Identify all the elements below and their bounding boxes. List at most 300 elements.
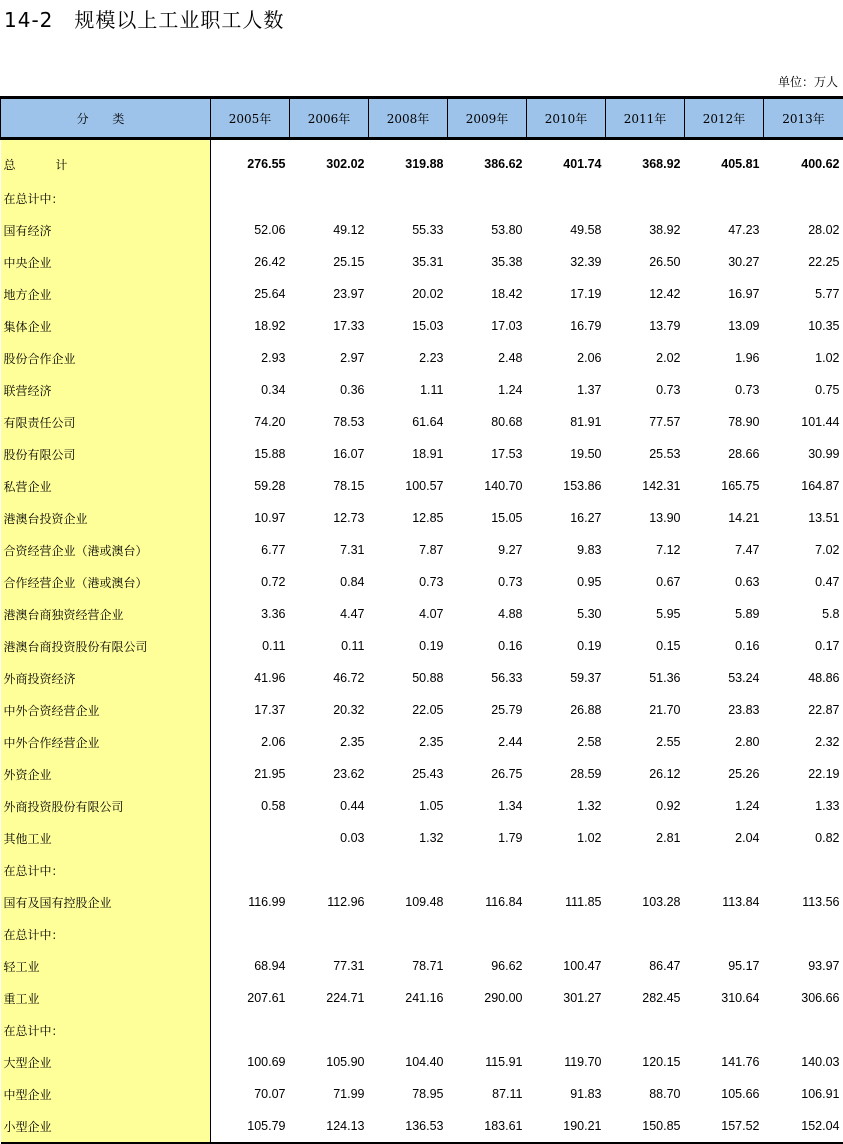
table-cell: 141.76 <box>685 1046 764 1078</box>
table-cell: 3.36 <box>211 598 290 630</box>
table-cell: 70.07 <box>211 1078 290 1110</box>
row-label: 合作经营企业（港或澳台） <box>1 566 211 598</box>
table-cell: 2.02 <box>606 342 685 374</box>
table-cell <box>369 854 448 886</box>
table-cell: 105.90 <box>290 1046 369 1078</box>
table-cell: 2.06 <box>527 342 606 374</box>
table-cell: 0.82 <box>764 822 843 854</box>
row-label: 港澳台商独资经营企业 <box>1 598 211 630</box>
table-cell <box>448 918 527 950</box>
table-cell: 25.15 <box>290 246 369 278</box>
row-label: 轻工业 <box>1 950 211 982</box>
table-cell: 1.02 <box>764 342 843 374</box>
table-row <box>1 822 843 854</box>
table-cell: 15.88 <box>211 438 290 470</box>
table-cell: 1.24 <box>448 374 527 406</box>
row-label: 外商投资股份有限公司 <box>1 790 211 822</box>
table-cell: 153.86 <box>527 470 606 502</box>
table-cell: 401.74 <box>527 139 606 183</box>
table-cell: 105.66 <box>685 1078 764 1110</box>
table-cell: 78.95 <box>369 1078 448 1110</box>
table-row <box>1 182 843 214</box>
table-cell: 13.90 <box>606 502 685 534</box>
table-cell: 1.96 <box>685 342 764 374</box>
header-year: 2008年 <box>369 98 448 139</box>
table-cell: 25.26 <box>685 758 764 790</box>
table-cell: 100.47 <box>527 950 606 982</box>
table-cell: 77.31 <box>290 950 369 982</box>
table-row <box>1 566 843 598</box>
table-cell: 0.58 <box>211 790 290 822</box>
table-cell: 106.91 <box>764 1078 843 1110</box>
table-cell: 46.72 <box>290 662 369 694</box>
table-cell: 52.06 <box>211 214 290 246</box>
row-label: 中外合作经营企业 <box>1 726 211 758</box>
table-cell: 112.96 <box>290 886 369 918</box>
table-cell: 25.64 <box>211 278 290 310</box>
header-year: 2013年 <box>764 98 843 139</box>
table-row <box>1 214 843 246</box>
table-row <box>1 950 843 982</box>
table-cell: 120.15 <box>606 1046 685 1078</box>
table-cell: 310.64 <box>685 982 764 1014</box>
table-cell: 6.77 <box>211 534 290 566</box>
header-year: 2009年 <box>448 98 527 139</box>
table-row <box>1 1110 843 1143</box>
table-cell: 7.47 <box>685 534 764 566</box>
row-label: 中型企业 <box>1 1078 211 1110</box>
table-cell: 4.47 <box>290 598 369 630</box>
table-cell: 9.83 <box>527 534 606 566</box>
table-cell: 13.09 <box>685 310 764 342</box>
table-cell <box>606 854 685 886</box>
table-cell <box>764 918 843 950</box>
table-row <box>1 278 843 310</box>
table-cell: 13.51 <box>764 502 843 534</box>
row-label: 大型企业 <box>1 1046 211 1078</box>
table-cell <box>527 918 606 950</box>
table-cell: 5.77 <box>764 278 843 310</box>
table-cell: 22.25 <box>764 246 843 278</box>
table-cell: 38.92 <box>606 214 685 246</box>
table-cell: 101.44 <box>764 406 843 438</box>
table-cell: 0.63 <box>685 566 764 598</box>
table-cell: 190.21 <box>527 1110 606 1143</box>
table-cell: 5.8 <box>764 598 843 630</box>
table-cell: 59.28 <box>211 470 290 502</box>
table-body <box>1 139 843 1144</box>
table-cell: 1.79 <box>448 822 527 854</box>
table-cell: 2.58 <box>527 726 606 758</box>
table-cell <box>527 854 606 886</box>
table-cell <box>211 182 290 214</box>
table-cell: 2.81 <box>606 822 685 854</box>
table-cell: 386.62 <box>448 139 527 183</box>
table-cell: 140.70 <box>448 470 527 502</box>
table-row <box>1 438 843 470</box>
table-cell: 21.70 <box>606 694 685 726</box>
table-cell: 103.28 <box>606 886 685 918</box>
row-label: 在总计中： <box>1 182 211 214</box>
table-cell: 1.02 <box>527 822 606 854</box>
table-row <box>1 790 843 822</box>
table-cell: 55.33 <box>369 214 448 246</box>
table-cell: 86.47 <box>606 950 685 982</box>
row-label: 其他工业 <box>1 822 211 854</box>
table-cell: 157.52 <box>685 1110 764 1143</box>
table-cell <box>211 918 290 950</box>
row-label: 股份合作企业 <box>1 342 211 374</box>
table-cell: 17.19 <box>527 278 606 310</box>
table-cell: 12.42 <box>606 278 685 310</box>
table-cell <box>211 822 290 854</box>
table-cell: 2.32 <box>764 726 843 758</box>
table-row <box>1 1078 843 1110</box>
table-cell: 7.87 <box>369 534 448 566</box>
header-year: 2005年 <box>211 98 290 139</box>
table-cell: 16.79 <box>527 310 606 342</box>
table-cell: 19.50 <box>527 438 606 470</box>
table-cell: 71.99 <box>290 1078 369 1110</box>
table-cell: 0.36 <box>290 374 369 406</box>
table-cell: 2.97 <box>290 342 369 374</box>
table-cell <box>764 1014 843 1046</box>
table-cell: 405.81 <box>685 139 764 183</box>
table-cell: 1.32 <box>369 822 448 854</box>
table-cell: 7.12 <box>606 534 685 566</box>
row-label: 重工业 <box>1 982 211 1014</box>
table-cell: 20.32 <box>290 694 369 726</box>
table-cell: 2.23 <box>369 342 448 374</box>
table-cell: 12.85 <box>369 502 448 534</box>
table-cell: 53.80 <box>448 214 527 246</box>
table-cell: 93.97 <box>764 950 843 982</box>
table-cell: 18.92 <box>211 310 290 342</box>
table-cell: 78.71 <box>369 950 448 982</box>
row-label: 集体企业 <box>1 310 211 342</box>
row-label: 在总计中： <box>1 854 211 886</box>
table-cell: 0.19 <box>369 630 448 662</box>
table-cell: 78.15 <box>290 470 369 502</box>
table-cell: 111.85 <box>527 886 606 918</box>
table-row <box>1 502 843 534</box>
table-cell: 0.17 <box>764 630 843 662</box>
table-cell: 2.04 <box>685 822 764 854</box>
table-row <box>1 758 843 790</box>
table-cell <box>290 1014 369 1046</box>
table-cell: 10.35 <box>764 310 843 342</box>
table-cell: 32.39 <box>527 246 606 278</box>
table-cell: 0.19 <box>527 630 606 662</box>
page-title: 14-2 规模以上工业职工人数 <box>4 4 284 33</box>
table-cell: 4.88 <box>448 598 527 630</box>
table-cell: 26.42 <box>211 246 290 278</box>
table-cell: 282.45 <box>606 982 685 1014</box>
table-cell: 26.88 <box>527 694 606 726</box>
row-label: 合资经营企业（港或澳台） <box>1 534 211 566</box>
table-cell: 104.40 <box>369 1046 448 1078</box>
row-label: 国有经济 <box>1 214 211 246</box>
table-cell: 14.21 <box>685 502 764 534</box>
table-cell <box>685 1014 764 1046</box>
table-cell: 12.73 <box>290 502 369 534</box>
table-cell: 56.33 <box>448 662 527 694</box>
table-cell: 21.95 <box>211 758 290 790</box>
table-cell: 30.27 <box>685 246 764 278</box>
table-row <box>1 246 843 278</box>
table-cell: 207.61 <box>211 982 290 1014</box>
table-row <box>1 854 843 886</box>
table-cell <box>448 1014 527 1046</box>
table-cell <box>527 1014 606 1046</box>
table-cell: 0.73 <box>685 374 764 406</box>
table-cell: 152.04 <box>764 1110 843 1143</box>
table-cell: 2.80 <box>685 726 764 758</box>
table-cell: 17.33 <box>290 310 369 342</box>
table-cell: 23.97 <box>290 278 369 310</box>
table-row <box>1 662 843 694</box>
table-cell: 150.85 <box>606 1110 685 1143</box>
row-label: 总 计 <box>1 139 211 183</box>
table-cell: 17.03 <box>448 310 527 342</box>
table-cell: 18.42 <box>448 278 527 310</box>
header-year: 2012年 <box>685 98 764 139</box>
table-cell: 0.11 <box>290 630 369 662</box>
table-cell: 30.99 <box>764 438 843 470</box>
table-cell: 2.44 <box>448 726 527 758</box>
table-row <box>1 886 843 918</box>
table-cell: 49.12 <box>290 214 369 246</box>
table-cell: 17.37 <box>211 694 290 726</box>
table-cell: 87.11 <box>448 1078 527 1110</box>
table-cell: 0.84 <box>290 566 369 598</box>
table-cell: 78.53 <box>290 406 369 438</box>
table-cell: 0.15 <box>606 630 685 662</box>
table-cell <box>448 182 527 214</box>
table-cell <box>685 854 764 886</box>
table-cell: 0.16 <box>448 630 527 662</box>
table-cell: 77.57 <box>606 406 685 438</box>
table-cell <box>369 918 448 950</box>
table-row <box>1 694 843 726</box>
table-cell: 109.48 <box>369 886 448 918</box>
table-cell <box>290 182 369 214</box>
header-year: 2006年 <box>290 98 369 139</box>
table-cell: 88.70 <box>606 1078 685 1110</box>
table-row <box>1 1046 843 1078</box>
table-cell: 61.64 <box>369 406 448 438</box>
table-cell: 0.11 <box>211 630 290 662</box>
table-cell <box>685 182 764 214</box>
table-cell: 183.61 <box>448 1110 527 1143</box>
table-header-row <box>1 98 843 139</box>
table-cell: 10.97 <box>211 502 290 534</box>
table-cell: 0.92 <box>606 790 685 822</box>
table-cell: 22.87 <box>764 694 843 726</box>
table-cell: 119.70 <box>527 1046 606 1078</box>
table-cell: 319.88 <box>369 139 448 183</box>
table-cell: 241.16 <box>369 982 448 1014</box>
table-cell: 301.27 <box>527 982 606 1014</box>
table-cell: 53.24 <box>685 662 764 694</box>
table-cell: 115.91 <box>448 1046 527 1078</box>
table-cell: 22.05 <box>369 694 448 726</box>
table-cell <box>764 854 843 886</box>
row-label: 地方企业 <box>1 278 211 310</box>
table-cell: 78.90 <box>685 406 764 438</box>
table-cell <box>448 854 527 886</box>
row-label: 外资企业 <box>1 758 211 790</box>
row-label: 有限责任公司 <box>1 406 211 438</box>
table-cell: 48.86 <box>764 662 843 694</box>
table-cell: 17.53 <box>448 438 527 470</box>
table-row <box>1 598 843 630</box>
table-cell: 35.38 <box>448 246 527 278</box>
table-cell: 47.23 <box>685 214 764 246</box>
header-year: 2010年 <box>527 98 606 139</box>
table-cell: 35.31 <box>369 246 448 278</box>
header-year: 2011年 <box>606 98 685 139</box>
row-label: 中央企业 <box>1 246 211 278</box>
table-cell: 28.02 <box>764 214 843 246</box>
table-cell <box>369 1014 448 1046</box>
table-cell: 16.27 <box>527 502 606 534</box>
row-label: 小型企业 <box>1 1110 211 1143</box>
table-cell: 0.72 <box>211 566 290 598</box>
table-cell: 113.84 <box>685 886 764 918</box>
table-cell <box>290 854 369 886</box>
table-cell: 142.31 <box>606 470 685 502</box>
table-cell <box>527 182 606 214</box>
table-cell: 9.27 <box>448 534 527 566</box>
table-cell: 49.58 <box>527 214 606 246</box>
row-label: 私营企业 <box>1 470 211 502</box>
table-cell: 26.75 <box>448 758 527 790</box>
table-row <box>1 374 843 406</box>
table-cell: 116.84 <box>448 886 527 918</box>
table-cell: 2.93 <box>211 342 290 374</box>
table-cell: 276.55 <box>211 139 290 183</box>
table-cell: 0.16 <box>685 630 764 662</box>
table-cell: 81.91 <box>527 406 606 438</box>
table-cell: 1.37 <box>527 374 606 406</box>
table-cell: 5.95 <box>606 598 685 630</box>
table-cell: 28.59 <box>527 758 606 790</box>
table-row <box>1 342 843 374</box>
table-row <box>1 406 843 438</box>
table-row <box>1 918 843 950</box>
table-cell: 0.73 <box>369 566 448 598</box>
table-cell: 2.55 <box>606 726 685 758</box>
table-cell: 4.07 <box>369 598 448 630</box>
table-cell: 2.06 <box>211 726 290 758</box>
table-cell: 96.62 <box>448 950 527 982</box>
table-cell: 59.37 <box>527 662 606 694</box>
table-cell: 2.48 <box>448 342 527 374</box>
table-cell: 1.11 <box>369 374 448 406</box>
table-cell: 91.83 <box>527 1078 606 1110</box>
table-cell: 51.36 <box>606 662 685 694</box>
row-label: 港澳台商投资股份有限公司 <box>1 630 211 662</box>
table-cell: 23.62 <box>290 758 369 790</box>
table-cell: 50.88 <box>369 662 448 694</box>
table-cell: 0.44 <box>290 790 369 822</box>
table-cell <box>211 854 290 886</box>
table-cell: 224.71 <box>290 982 369 1014</box>
table-cell: 100.69 <box>211 1046 290 1078</box>
table-cell: 5.30 <box>527 598 606 630</box>
table-cell: 41.96 <box>211 662 290 694</box>
row-label: 在总计中： <box>1 918 211 950</box>
table-cell: 0.73 <box>606 374 685 406</box>
table-cell: 140.03 <box>764 1046 843 1078</box>
table-cell <box>369 182 448 214</box>
table-cell: 18.91 <box>369 438 448 470</box>
table-row <box>1 534 843 566</box>
table-row <box>1 310 843 342</box>
table-cell: 25.79 <box>448 694 527 726</box>
table-cell: 2.35 <box>369 726 448 758</box>
table-cell: 16.97 <box>685 278 764 310</box>
table-cell: 7.31 <box>290 534 369 566</box>
table-cell: 124.13 <box>290 1110 369 1143</box>
table-cell: 1.33 <box>764 790 843 822</box>
table-cell: 20.02 <box>369 278 448 310</box>
table-cell: 1.34 <box>448 790 527 822</box>
table-cell: 16.07 <box>290 438 369 470</box>
table-cell <box>290 918 369 950</box>
table-cell: 1.32 <box>527 790 606 822</box>
table-cell: 136.53 <box>369 1110 448 1143</box>
row-label: 股份有限公司 <box>1 438 211 470</box>
row-label: 国有及国有控股企业 <box>1 886 211 918</box>
table-cell: 113.56 <box>764 886 843 918</box>
table-cell <box>606 918 685 950</box>
table-cell: 26.12 <box>606 758 685 790</box>
table-cell: 68.94 <box>211 950 290 982</box>
header-category: 分 类 <box>1 98 211 139</box>
table-cell: 0.75 <box>764 374 843 406</box>
table-cell <box>764 182 843 214</box>
table-row <box>1 726 843 758</box>
row-label: 在总计中： <box>1 1014 211 1046</box>
table-cell <box>606 1014 685 1046</box>
table-cell: 95.17 <box>685 950 764 982</box>
table-cell: 2.35 <box>290 726 369 758</box>
table-cell <box>685 918 764 950</box>
statistics-table <box>0 96 843 1144</box>
row-label: 外商投资经济 <box>1 662 211 694</box>
table-row <box>1 982 843 1014</box>
table-cell: 7.02 <box>764 534 843 566</box>
table-cell: 15.05 <box>448 502 527 534</box>
table-cell: 13.79 <box>606 310 685 342</box>
table-cell: 1.05 <box>369 790 448 822</box>
table-cell: 74.20 <box>211 406 290 438</box>
table-cell: 0.34 <box>211 374 290 406</box>
row-label: 中外合资经营企业 <box>1 694 211 726</box>
table-row <box>1 1014 843 1046</box>
table-cell: 0.67 <box>606 566 685 598</box>
table-cell: 164.87 <box>764 470 843 502</box>
table-cell: 400.62 <box>764 139 843 183</box>
table-cell: 25.43 <box>369 758 448 790</box>
table-cell: 23.83 <box>685 694 764 726</box>
table-row <box>1 630 843 662</box>
table-cell: 25.53 <box>606 438 685 470</box>
table-cell <box>211 1014 290 1046</box>
table-cell: 105.79 <box>211 1110 290 1143</box>
